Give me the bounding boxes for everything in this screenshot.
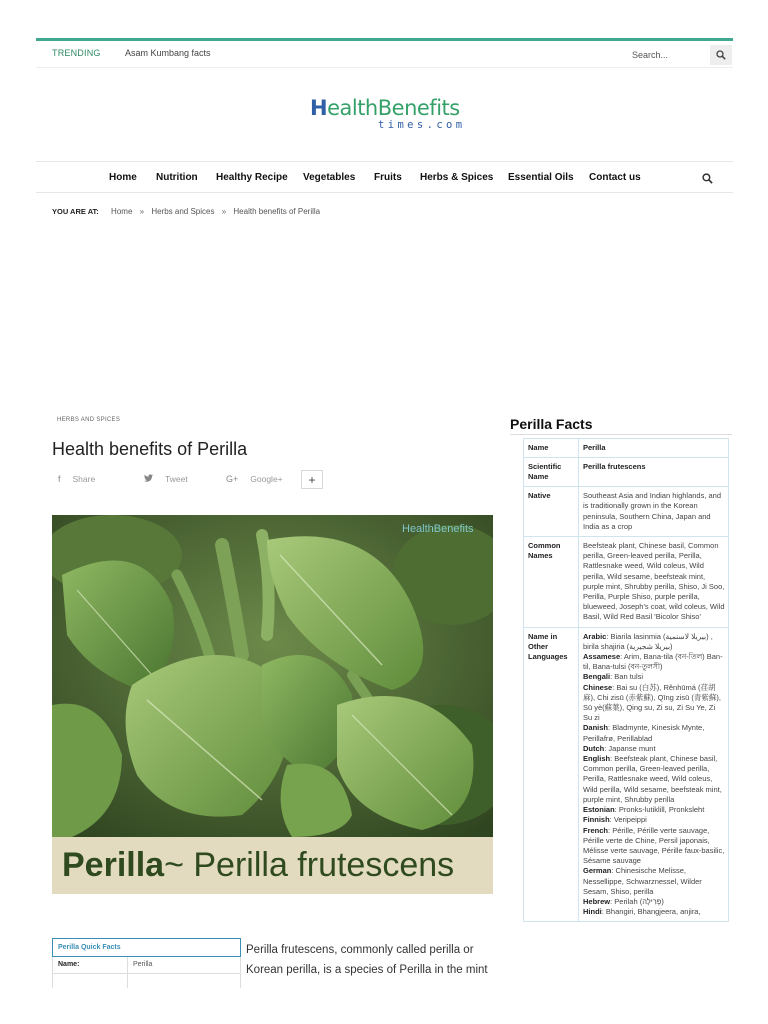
search-input[interactable] xyxy=(610,45,710,65)
language-entry: Dutch: Japanse munt xyxy=(583,743,656,753)
trending-link[interactable]: Asam Kumbang facts xyxy=(125,48,211,58)
language-entry: English: Beefsteak plant, Chinese basil, Common perilla, Green-leaved perilla, Perilla, Rattlesnake weed, Wild coleus, Wild perilla, Wild sesame, beefsteak mint, purple mint, Shrubby perilla xyxy=(583,754,722,804)
more-share-button[interactable]: + xyxy=(301,470,323,489)
hero-caption-scientific-name: ~ Perilla frutescens xyxy=(164,846,455,884)
table-cell-key: Name xyxy=(524,439,579,457)
article-intro: Perilla frutescens, commonly called perilla or Korean perilla, is a species of Perilla in the mint xyxy=(246,944,488,976)
hero-caption xyxy=(52,837,493,894)
table-cell-key: Common Names xyxy=(524,537,579,627)
table-cell-value: Southeast Asia and Indian highlands, and is traditionally grown in the Korean peninsula, Southern China, Japan and India as a crop xyxy=(583,491,722,531)
language-entry: Finnish: Veripeippi xyxy=(583,815,647,825)
nav-item-nutrition[interactable]: Nutrition xyxy=(156,172,198,183)
sidebar-title: Perilla Facts xyxy=(510,416,593,432)
facebook-icon: f xyxy=(58,474,61,484)
language-entry: Hindi: Bhangiri, Bhangjeera, anjira, xyxy=(583,907,701,917)
nav-item-vegetables[interactable]: Vegetables xyxy=(303,172,356,183)
table-cell-value: Perilla xyxy=(583,443,606,452)
google-plus-icon: G+ xyxy=(226,474,239,484)
language-entry: Estonian: Pronks-lutiklill, Pronksleht xyxy=(583,805,705,815)
table-cell-value: Beefsteak plant, Chinese basil, Common perilla, Green-leaved perilla, Perilla, Rattlesnake weed, Wild coleus, Wild perilla, Wild sesame, beefsteak mint, purple mint, Shrubby perilla, Shiso, Ji Soo, Perilla, Purple Shiso, purple perilla, blueweed, Joseph's coat, wild coleus, Wild Basil, Wild Red Basil 'Bicolor Shiso' xyxy=(583,541,725,622)
languages-list xyxy=(579,628,728,922)
table-row xyxy=(523,458,729,487)
table-row xyxy=(523,537,729,628)
breadcrumb-label: YOU ARE AT: xyxy=(52,207,99,216)
share-bar xyxy=(52,470,332,490)
twitter-icon xyxy=(144,474,153,484)
image-watermark: HealthBenefits xyxy=(402,523,474,535)
breadcrumb-separator: » xyxy=(221,207,227,216)
table-cell-key: Native xyxy=(524,487,579,536)
share-twitter-button[interactable] xyxy=(144,474,188,484)
search-icon xyxy=(716,50,726,60)
share-label: Tweet xyxy=(165,474,188,484)
main-nav xyxy=(36,161,733,193)
language-entry: Chinese: Bai su (白苏), Rěnhūmá (荏胡麻), Chi zisū (赤紫蘇), Qīng zisū (青紫蘇), Sū yè(蘇葉), Qing su, Zi su, Zi Su Ye, Zi Su zi xyxy=(583,682,721,723)
logo-subtitle: times.com xyxy=(378,119,466,131)
nav-search-button[interactable] xyxy=(702,171,713,189)
share-facebook-button[interactable] xyxy=(58,474,95,484)
site-logo[interactable] xyxy=(310,97,480,137)
nav-item-fruits[interactable]: Fruits xyxy=(374,172,402,183)
table-row xyxy=(52,957,241,974)
nav-item-home[interactable]: Home xyxy=(109,172,137,183)
nav-item-healthy-recipe[interactable]: Healthy Recipe xyxy=(216,172,288,183)
trending-label: TRENDING xyxy=(52,48,101,58)
nav-item-contact[interactable]: Contact us xyxy=(589,172,641,183)
hero-image xyxy=(52,515,493,894)
table-row xyxy=(523,438,729,458)
article-title: Health benefits of Perilla xyxy=(52,439,248,459)
breadcrumb-current: Health benefits of Perilla xyxy=(233,207,321,216)
language-entry: Hebrew: Perilah (פֶּרִילָה) xyxy=(583,896,664,906)
search-button[interactable] xyxy=(710,45,732,65)
top-bar xyxy=(36,38,733,68)
table-cell-key: Scientific Name xyxy=(524,458,579,486)
table-row xyxy=(52,974,241,988)
facts-table xyxy=(523,438,729,988)
table-row xyxy=(523,628,729,923)
breadcrumb xyxy=(52,207,320,216)
share-google-plus-button[interactable] xyxy=(226,474,283,484)
article-category[interactable]: HERBS AND SPICES xyxy=(57,417,121,423)
table-cell-value: Perilla xyxy=(133,961,153,968)
share-label: Google+ xyxy=(250,474,283,484)
breadcrumb-home[interactable]: Home xyxy=(111,207,133,216)
perilla-plant-illustration xyxy=(52,515,493,837)
breadcrumb-category[interactable]: Herbs and Spices xyxy=(151,207,215,216)
breadcrumb-separator: » xyxy=(139,207,145,216)
nav-item-herbs-spices[interactable]: Herbs & Spices xyxy=(420,172,494,183)
table-cell-key: Name: xyxy=(53,957,128,973)
language-entry: Bengali: Ban tulsi xyxy=(583,672,644,682)
language-entry: Assamese: Arim, Bana-tila (বন-তিল) Ban-til, Bana-tulsi (বন-তুলসী) xyxy=(583,652,723,672)
quick-facts-table xyxy=(52,938,241,988)
quick-facts-heading: Perilla Quick Facts xyxy=(52,938,241,957)
nav-item-essential-oils[interactable]: Essential Oils xyxy=(508,172,574,183)
top-search xyxy=(610,45,732,65)
table-cell-key: Name in Other Languages xyxy=(524,628,579,922)
language-entry: German: Chinesische Melisse, Nessellippe, Schwarznessel, Wilder Sesam, Shiso, perilla xyxy=(583,866,702,896)
language-entry: French: Pérille, Pérille verte sauvage, Pérille verte de Chine, Persil japonais, Mélisse verte sauvage, Pérille faux-basilic, Sésame sauvage xyxy=(583,825,725,866)
table-row xyxy=(523,487,729,537)
table-cell-value: Perilla frutescens xyxy=(583,462,646,472)
logo-wordmark: HealthBenefits xyxy=(310,96,460,120)
sidebar-divider xyxy=(510,434,732,435)
hero-caption-common-name: Perilla xyxy=(62,846,165,884)
share-label: Share xyxy=(72,474,96,484)
language-entry: Danish: Bladmynte, Kinesisk Mynte, Perillafrø, Perillablad xyxy=(583,723,705,743)
table-cell-key xyxy=(53,974,128,988)
language-entry: Arabic: Biarila lasinmia (بيريلا لاسنمية) , birila shajiria (بيريلا شجيرية) xyxy=(583,631,713,651)
table-cell-value xyxy=(128,974,240,988)
search-icon xyxy=(702,173,713,184)
